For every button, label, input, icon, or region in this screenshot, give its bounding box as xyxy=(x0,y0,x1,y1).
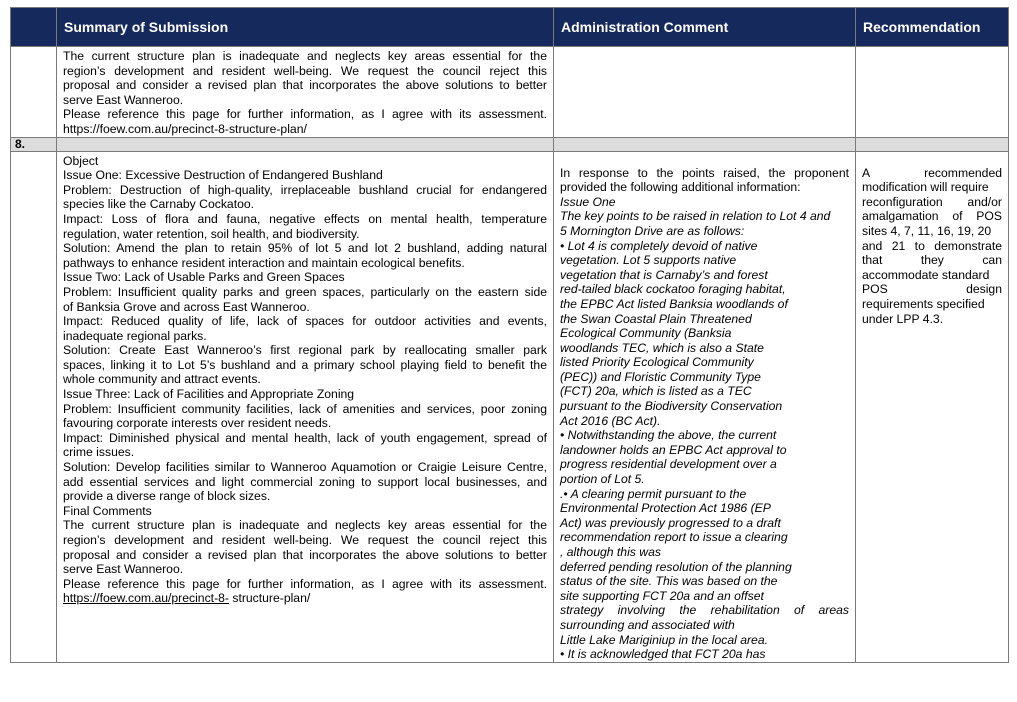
admin-line: .• A clearing permit pursuant to the xyxy=(560,486,747,501)
recommendation-line: that they can xyxy=(862,253,1002,268)
summary-line: Problem: Insufficient quality parks and green spaces, particularly on the eastern side xyxy=(63,284,547,299)
admin-line: Little Lake Mariginiup in the local area. xyxy=(560,632,768,647)
summary-line: Please reference this page for further information, as I agree with its assessment. xyxy=(63,576,547,591)
summary-line: regulation, water retention, soil health, and biodiversity. xyxy=(63,226,360,241)
admin-line: • It is acknowledged that FCT 20a has xyxy=(560,647,766,662)
summary-line: spaces, linking it to Lot 5’s bushland and a primary school playing field to benefit the xyxy=(63,357,547,372)
summary-line: crime issues. xyxy=(63,445,135,460)
row-number-empty xyxy=(11,47,57,138)
admin-line: The key points to be raised in relation to Lot 4 and xyxy=(560,209,831,224)
summary-line: add essential services and light commercial zoning to support local businesses, and xyxy=(63,474,547,489)
summary-cell-previous xyxy=(57,47,554,138)
admin-line: vegetation. Lot 5 supports native xyxy=(560,253,737,268)
admin-line: 5 Mornington Drive are as follows: xyxy=(560,223,745,238)
admin-line: • Notwithstanding the above, the current xyxy=(560,428,777,443)
recommendation-cell-previous xyxy=(856,47,1009,138)
header-recommendation: Recommendation xyxy=(856,8,1009,47)
recommendation-line: amalgamation of POS xyxy=(862,209,1002,224)
admin-line: Environmental Protection Act 1986 (EP xyxy=(560,501,771,516)
admin-line: portion of Lot 5. xyxy=(560,472,645,487)
summary-line: Impact: Loss of flora and fauna, negative effects on mental health, temperature xyxy=(63,211,547,226)
recommendation-line: A recommended xyxy=(862,165,1002,180)
summary-line: region’s development and resident well-being. We request the council reject this xyxy=(63,533,547,547)
submission-link-tail: structure-plan/ xyxy=(228,591,311,606)
admin-line: • Lot 4 is completely devoid of native xyxy=(560,238,758,253)
admin-line: deferred pending resolution of the planning xyxy=(560,559,792,574)
row-number-cell xyxy=(11,151,57,662)
summary-line: Problem: Insufficient community facilities, lack of amenities and services, poor zoning xyxy=(63,401,547,416)
header-summary: Summary of Submission xyxy=(57,8,554,47)
header-number xyxy=(11,8,57,47)
table-row-8 xyxy=(11,151,1009,662)
summary-line: favouring corporate interests over resident needs. xyxy=(63,416,332,431)
recommendation-line: reconfiguration and/or xyxy=(862,194,1002,209)
admin-line: listed Priority Ecological Community xyxy=(560,355,754,370)
summary-line: region’s development and resident well-being. We request the council reject this xyxy=(63,63,547,78)
admin-cell-previous xyxy=(554,47,856,138)
summary-line: Impact: Diminished physical and mental health, lack of youth engagement, spread of xyxy=(63,430,547,445)
summary-line: Solution: Create East Wanneroo’s first regional park by reallocating smaller park xyxy=(63,343,547,358)
submissions-table xyxy=(10,7,1009,663)
recommendation-line: and 21 to demonstrate xyxy=(862,238,1002,253)
summary-line: proposal and consider a revised plan that incorporates the above solutions to better xyxy=(63,547,547,562)
recommendation-line: POS design xyxy=(862,282,1002,297)
submission-link[interactable]: https://foew.com.au/precinct-8-structure-plan/ xyxy=(63,121,307,136)
admin-line: Act 2016 (BC Act). xyxy=(560,413,661,428)
summary-line: Issue Two: Lack of Usable Parks and Green Spaces xyxy=(63,270,345,285)
summary-line: The current structure plan is inadequate and neglects key areas essential for the xyxy=(63,49,547,63)
admin-line: (FCT) 20a, which is listed as a TEC xyxy=(560,384,752,399)
table-header-row xyxy=(11,8,1009,47)
admin-line: status of the site. This was based on the xyxy=(560,574,778,589)
summary-line: Object xyxy=(63,153,99,168)
admin-line: progress residential development over a xyxy=(560,457,777,472)
recommendation-line: accommodate standard xyxy=(862,267,990,282)
summary-line: Impact: Reduced quality of life, lack of spaces for outdoor activities and events, xyxy=(63,314,547,329)
admin-line: pursuant to the Biodiversity Conservation xyxy=(560,399,783,414)
summary-line: The current structure plan is inadequate and neglects key areas essential for the xyxy=(63,518,547,533)
recommendation-cell xyxy=(856,151,1009,662)
admin-line: provided the following additional information: xyxy=(560,180,801,195)
admin-line: the EPBC Act listed Banksia woodlands of xyxy=(560,296,788,311)
recommendation-line: under LPP 4.3. xyxy=(862,311,944,326)
admin-line: , although this was xyxy=(560,545,661,559)
submission-link[interactable]: https://foew.com.au/precinct-8- xyxy=(63,591,229,606)
admin-line: red-tailed black cockatoo foraging habitat, xyxy=(560,282,786,297)
admin-line: Issue One xyxy=(560,194,616,209)
summary-line: Solution: Develop facilities similar to Wanneroo Aquamotion or Craigie Leisure Centre, xyxy=(63,460,547,475)
summary-line: serve East Wanneroo. xyxy=(63,92,184,107)
recommendation-line: modification will require xyxy=(862,180,989,195)
admin-line: surrounding and associated with xyxy=(560,617,735,632)
submission-link-line xyxy=(63,591,547,606)
table-row-previous xyxy=(11,47,1009,138)
admin-line: site supporting FCT 20a and an offset xyxy=(560,588,764,603)
summary-line: pathways to enhance resident interaction and maintain ecological benefits. xyxy=(63,255,465,270)
admin-line: In response to the points raised, the proponent xyxy=(560,165,849,180)
admin-line: the Swan Coastal Plain Threatened xyxy=(560,311,752,326)
summary-line: provide a diverse range of block sizes. xyxy=(63,489,271,504)
row-number: 8. xyxy=(11,137,57,151)
summary-line: inadequate regional parks. xyxy=(63,328,207,343)
admin-comment-cell xyxy=(554,151,856,662)
admin-line: woodlands TEC, which is also a State xyxy=(560,340,764,355)
summary-line: species like the Carnaby Cockatoo. xyxy=(63,197,255,212)
summary-line: Issue Three: Lack of Facilities and Appropriate Zoning xyxy=(63,387,355,402)
summary-line: Please reference this page for further information, as I agree with its assessment. xyxy=(63,107,547,122)
section-separator-row xyxy=(11,137,1009,151)
summary-line: Problem: Destruction of high-quality, irreplaceable bushland crucial for endangered xyxy=(63,182,547,197)
admin-line: Ecological Community (Banksia xyxy=(560,326,732,341)
summary-line: serve East Wanneroo. xyxy=(63,562,184,577)
summary-line: Issue One: Excessive Destruction of Endangered Bushland xyxy=(63,168,383,183)
summary-line: whole community and attract events. xyxy=(63,372,261,387)
summary-line: of Banksia Grove and across East Wanneroo. xyxy=(63,299,310,314)
admin-line: strategy involving the rehabilitation of areas xyxy=(560,603,849,618)
summary-cell xyxy=(57,151,554,662)
admin-line: vegetation that is Carnaby’s and forest xyxy=(560,267,768,282)
recommendation-line: sites 4, 7, 11, 16, 19, 20 xyxy=(862,223,992,238)
summary-line: Solution: Amend the plan to retain 95% of lot 5 and lot 2 bushland, adding natural xyxy=(63,241,547,256)
admin-line: Act) was previously progressed to a draft xyxy=(560,515,781,530)
admin-line: recommendation report to issue a clearing xyxy=(560,530,788,545)
recommendation-line: requirements specified xyxy=(862,296,985,311)
header-admin-comment: Administration Comment xyxy=(554,8,856,47)
admin-line: landowner holds an EPBC Act approval to xyxy=(560,442,787,457)
admin-line: (PEC)) and Floristic Community Type xyxy=(560,369,761,384)
summary-line: proposal and consider a revised plan that incorporates the above solutions to better xyxy=(63,78,547,93)
summary-line: Final Comments xyxy=(63,503,152,518)
